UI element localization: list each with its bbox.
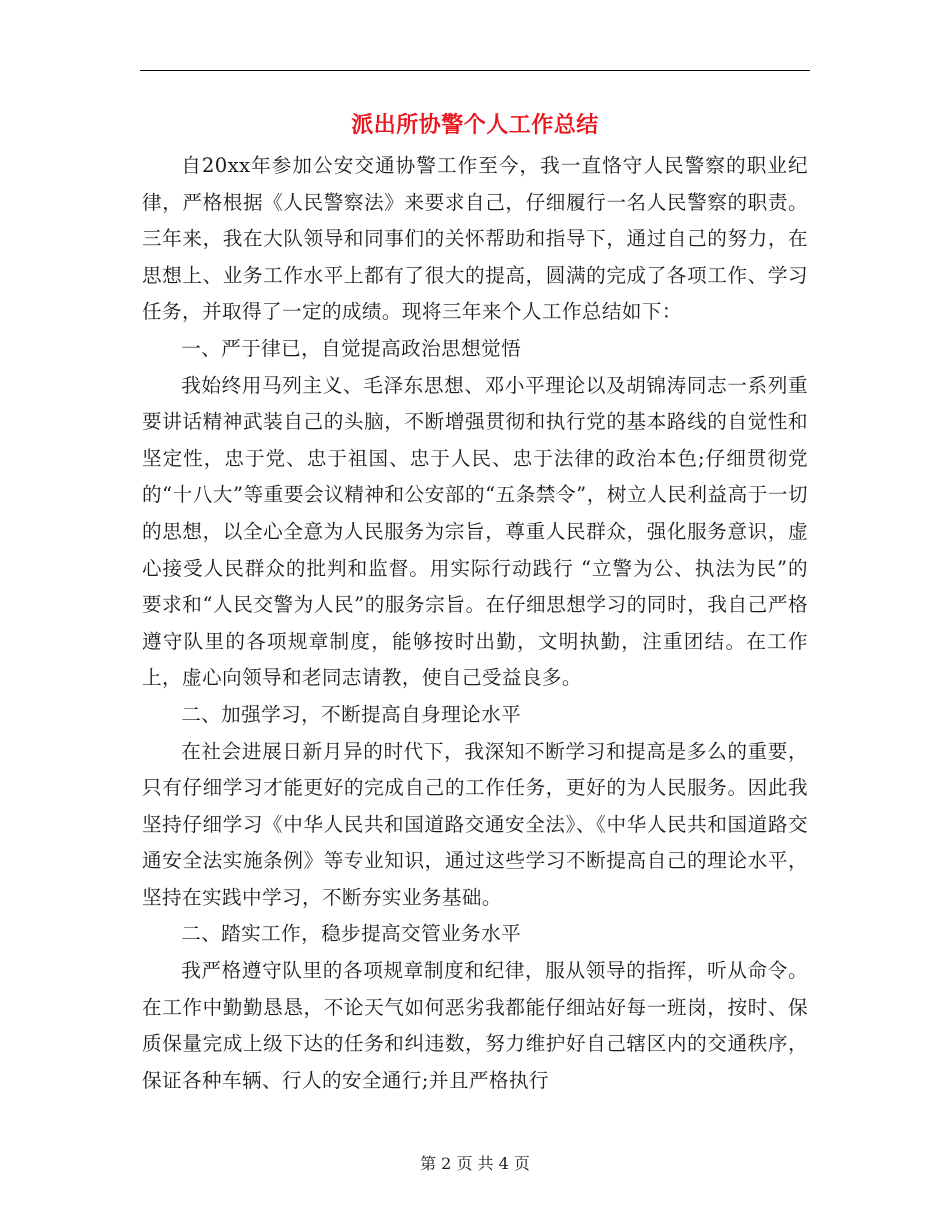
paragraph-intro: 自20xx年参加公安交通协警工作至今，我一直恪守人民警察的职业纪律，严格根据《人民警察法》来要求自己，仔细履行一名人民警察的职责。三年来，我在大队领导和同事们的关怀帮助和指导下，通过自己的努力，在思想上、业务工作水平上都有了很大的提高，圆满的完成了各项工作、学习任务，并取得了一定的成绩。现将三年来个人工作总结如下：: [142, 154, 808, 324]
page-number-footer: 第 2 页 共 4 页: [420, 1154, 530, 1173]
paragraph-section-1: 我始终用马列主义、毛泽东思想、邓小平理论以及胡锦涛同志一系列重要讲话精神武装自己的头脑，不断增强贯彻和执行党的基本路线的自觉性和坚定性，忠于党、忠于祖国、忠于人民、忠于法律的政治本色;仔细贯彻党的“十八大”等重要会议精神和公安部的“五条禁令”，树立人民利益高于一切的思想，以全心全意为人民服务为宗旨，尊重人民群众，强化服务意识，虚心接受人民群众的批判和监督。用实际行动践行 “立警为公、执法为民”的要求和“人民交警为人民”的服务宗旨。在仔细思想学习的同时，我自己严格遵守队里的各项规章制度，能够按时出勤，文明执勤，注重团结。在工作上，虚心向领导和老同志请教，使自己受益良多。: [142, 373, 808, 690]
section-heading-3: 二、踏实工作，稳步提高交管业务水平: [181, 922, 522, 946]
paragraph-section-2: 在社会进展日新月异的时代下，我深知不断学习和提高是多么的重要，只有仔细学习才能更好的完成自己的工作任务，更好的为人民服务。因此我坚持仔细学习《中华人民共和国道路交通安全法》、《中华人民共和国道路交通安全法实施条例》等专业知识，通过这些学习不断提高自己的理论水平，坚持在实践中学习，不断夯实业务基础。: [142, 739, 808, 909]
paragraph-section-3: 我严格遵守队里的各项规章制度和纪律，服从领导的指挥，听从命令。在工作中勤勤恳恳，不论天气如何恶劣我都能仔细站好每一班岗，按时、保质保量完成上级下达的任务和纠违数，努力维护好自己辖区内的交通秩序，保证各种车辆、行人的安全通行;并且严格执行: [142, 959, 808, 1092]
document-body: [142, 148, 808, 1099]
section-heading-2: 二、加强学习，不断提高自身理论水平: [181, 702, 522, 726]
header-rule: [140, 70, 810, 71]
section-heading-1: 一、严于律已，自觉提高政治思想觉悟: [181, 336, 522, 360]
document-title: 派出所协警个人工作总结: [351, 113, 599, 138]
